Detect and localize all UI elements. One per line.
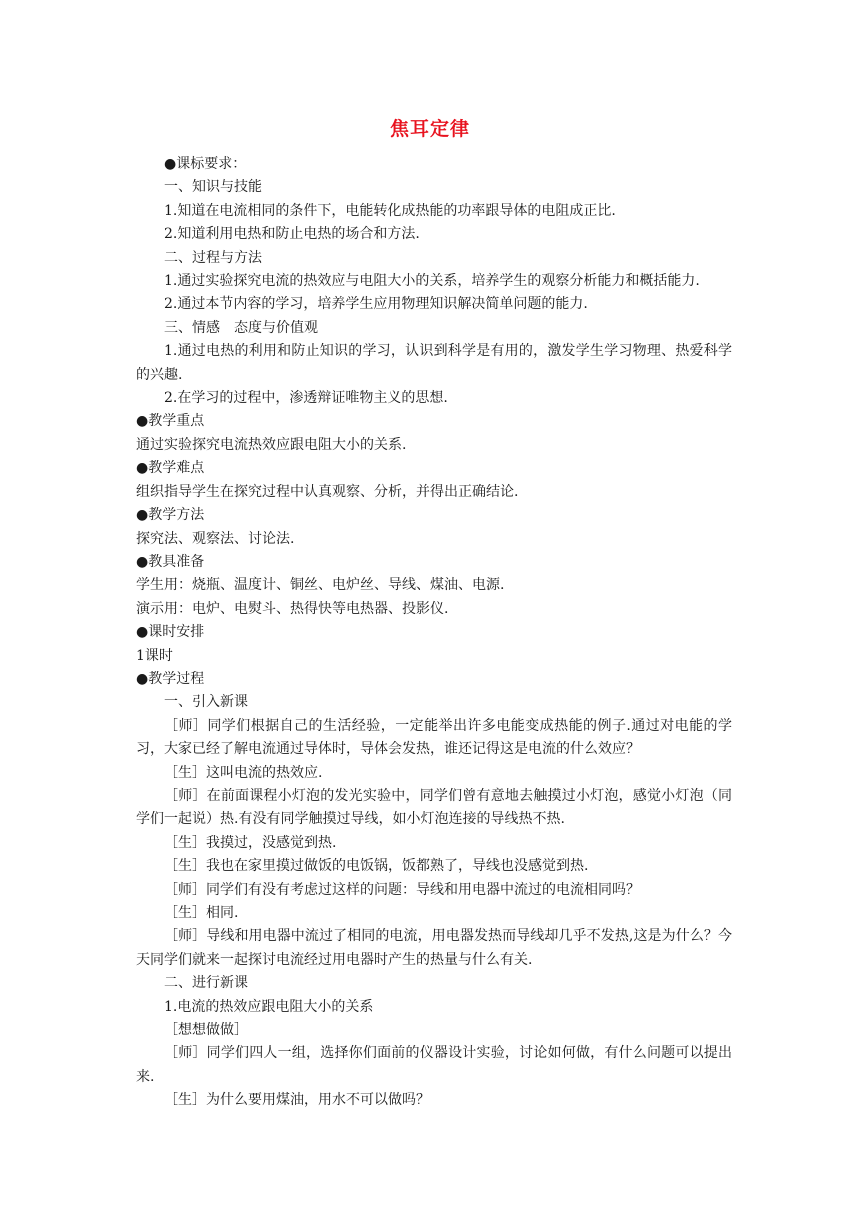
- paragraph: ［师］同学们根据自己的生活经验，一定能举出许多电能变成热能的例子.通过对电能的学习，大家已经了解电流通过导体时，导体会发热，谁还记得这是电流的什么效应？: [136, 717, 732, 758]
- paragraph: ［生］相同.: [164, 905, 239, 921]
- paragraph: 2.知道利用电热和防止电热的场合和方法.: [164, 226, 420, 243]
- paragraph: ●教学过程: [136, 670, 205, 687]
- paragraph: 二、进行新课: [164, 975, 248, 992]
- paragraph: 演示用：电炉、电熨斗、热得快等电热器、投影仪.: [136, 600, 449, 617]
- paragraph: 2.通过本节内容的学习，培养学生应用物理知识解决简单问题的能力.: [164, 296, 588, 313]
- paragraph: ［生］我也在家里摸过做饭的电饭锅，饭都熟了，导线也没感觉到热.: [164, 858, 589, 875]
- paragraph: ［师］在前面课程小灯泡的发光实验中，同学们曾有意地去触摸过小灯泡，感觉小灯泡（同学们一起说）热.有没有同学触摸过导线，如小灯泡连接的导线热不热.: [136, 787, 732, 828]
- paragraph: 学生用：烧瓶、温度计、铜丝、电炉丝、导线、煤油、电源.: [136, 577, 505, 594]
- document-title: 焦耳定律: [389, 118, 470, 140]
- paragraph: 2.在学习的过程中，渗透辩证唯物主义的思想.: [164, 390, 448, 407]
- paragraph: ●教学方法: [136, 507, 205, 524]
- paragraph: ［想想做做］: [164, 1022, 248, 1039]
- paragraph: 1课时: [136, 647, 173, 664]
- paragraph: ●课标要求：: [164, 156, 247, 172]
- paragraph: 1.通过电热的利用和防止知识的学习，认识到科学是有用的，激发学生学习物理、热爱科学的兴趣.: [136, 343, 732, 383]
- paragraph: 三、情感 态度与价值观: [164, 319, 318, 336]
- paragraph: ［生］为什么要用煤油，用水不可以做吗？: [164, 1092, 430, 1109]
- paragraph: ［师］同学们四人一组，选择你们面前的仪器设计实验，讨论如何做，有什么问题可以提出来.: [136, 1045, 732, 1085]
- paragraph: 通过实验探究电流热效应跟电阻大小的关系.: [136, 436, 407, 453]
- paragraph: 一、引入新课: [164, 694, 248, 711]
- paragraph: ［生］这叫电流的热效应.: [164, 764, 323, 781]
- paragraph: ［师］导线和用电器中流过了相同的电流，用电器发热而导线却几乎不发热,这是为什么？今天同学们就来一起探讨电流经过用电器时产生的热量与什么有关.: [136, 928, 732, 968]
- paragraph: ［生］我摸过，没感觉到热.: [164, 834, 337, 851]
- paragraph: ［师］同学们有没有考虑过这样的问题：导线和用电器中流过的电流相同吗？: [164, 881, 640, 898]
- paragraph: 探究法、观察法、讨论法.: [136, 530, 295, 547]
- paragraph: ●教学重点: [136, 413, 205, 430]
- paragraph: 二、过程与方法: [164, 249, 262, 266]
- paragraph: 1.通过实验探究电流的热效应与电阻大小的关系，培养学生的观察分析能力和概括能力.: [164, 273, 700, 290]
- paragraph: 组织指导学生在探究过程中认真观察、分析，并得出正确结论.: [136, 483, 519, 500]
- paragraph: 1.电流的热效应跟电阻大小的关系: [164, 998, 374, 1015]
- paragraph: 1.知道在电流相同的条件下，电能转化成热能的功率跟导体的电阻成正比.: [164, 202, 616, 219]
- paragraph: ●课时安排: [136, 624, 205, 641]
- document-body: [136, 153, 732, 1113]
- paragraph: 一、知识与技能: [164, 179, 262, 196]
- paragraph: ●教具准备: [136, 553, 205, 570]
- paragraph: ●教学难点: [136, 460, 205, 477]
